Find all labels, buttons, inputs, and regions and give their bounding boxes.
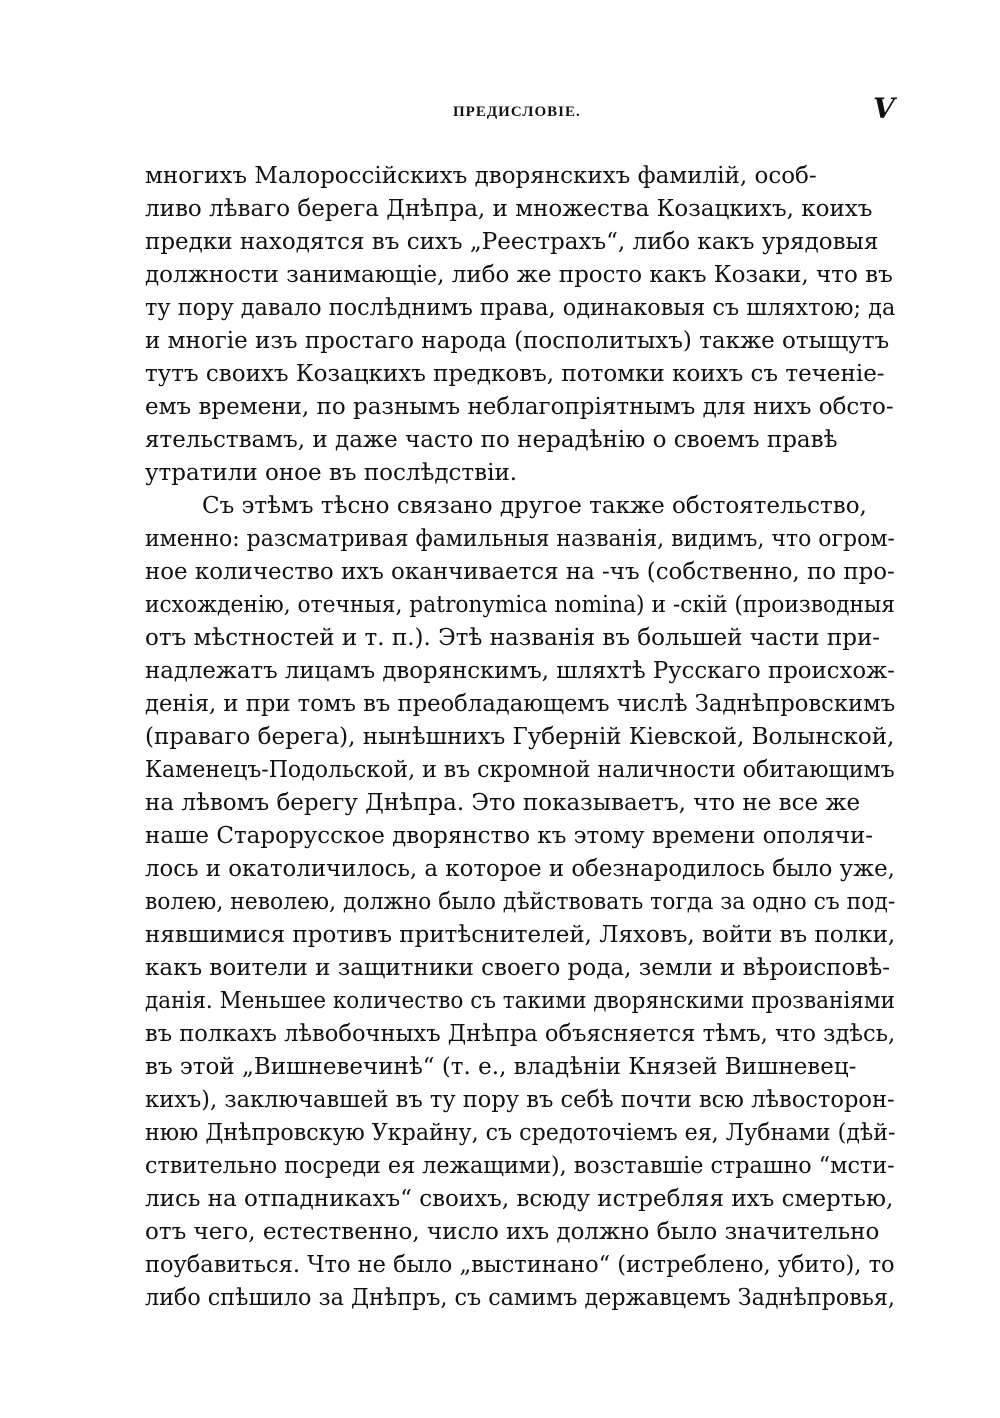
text-line: емъ времени, по разнымъ неблагопріятнымъ для нихъ обсто- (145, 394, 894, 420)
text-line: тутъ своихъ Козацкихъ предковъ, потомки коихъ съ теченіе- (145, 361, 885, 387)
text-line: нявшимися противъ притѣснителей, Ляховъ, войти въ полки, (145, 922, 896, 948)
text-line: утратили оное въ послѣдствіи. (145, 460, 518, 486)
text-line: въ полкахъ лѣвобочныхъ Днѣпра объясняется тѣмъ, что здѣсь, (145, 1021, 896, 1047)
text-line: на лѣвомъ берегу Днѣпра. Это показываетъ, что не все же (145, 790, 861, 816)
text-line: какъ воители и защитники своего рода, земли и вѣроисповѣ- (145, 955, 890, 981)
text-line: либо спѣшило за Днѣпръ, съ самимъ державцемъ Заднѣпровья, (145, 1285, 895, 1311)
text-line: кихъ), заключавшей въ ту пору въ себѣ почти всю лѣвосторон- (145, 1087, 895, 1113)
body-text (145, 160, 895, 1315)
text-line: предки находятся въ сихъ „Реестрахъ“, либо какъ урядовыя (145, 229, 879, 255)
text-line: нюю Днѣпровскую Украйну, съ средоточіемъ ея, Лубнами (дѣй- (145, 1120, 896, 1146)
text-line: ное количество ихъ оканчивается на -чъ (собственно, по про- (145, 559, 895, 585)
text-line: ствительно посреди ея лежащими), возставшіе страшно “мсти- (145, 1153, 895, 1179)
text-line: исхожденію, отечныя, patronymica nomina) и -скій (производныя (145, 592, 896, 618)
page-number: V (873, 92, 895, 125)
running-title: ПРЕДИСЛОВІЕ. (453, 104, 581, 120)
text-line: ятельствамъ, и даже часто по нерадѣнію о своемъ правѣ (145, 427, 838, 453)
text-line: и многіе изъ простаго народа (посполитыхъ) также отыщутъ (145, 328, 890, 354)
text-line: лись на отпадникахъ“ своихъ, всюду истребляя ихъ смертью, (145, 1186, 894, 1212)
text-line: ту пору давало послѣднимъ права, одинаковыя съ шляхтою; да (145, 295, 896, 321)
text-line: отъ чего, естественно, число ихъ должно было значительно (145, 1219, 880, 1245)
text-line: надлежатъ лицамъ дворянскимъ, шляхтѣ Русскаго происхож- (145, 658, 895, 684)
text-line: волею, неволею, должно было дѣйствовать тогда за одно съ под- (145, 889, 896, 915)
text-line: въ этой „Вишневечинѣ“ (т. е., владѣніи Князей Вишневец- (145, 1054, 857, 1080)
text-line: данія. Меньшее количество съ такими дворянскими прозваніями (145, 988, 895, 1014)
text-line: именно: разсматривая фамильныя названія, видимъ, что огром- (145, 526, 895, 552)
text-line: ливо лѣваго берега Днѣпра, и множества Козацкихъ, коихъ (145, 196, 873, 222)
paragraph-first-line: Съ этѣмъ тѣсно связано другое также обстоятельство, (202, 493, 867, 519)
text-line: поубавиться. Что не было „выстинано“ (истреблено, убито), то (145, 1252, 895, 1278)
text-line: Каменецъ-Подольской, и въ скромной наличности обитающимъ (145, 757, 895, 783)
text-line: лось и окатоличилось, а которое и обезнародилось было уже, (145, 856, 895, 882)
text-line: денія, и при томъ въ преобладающемъ числѣ Заднѣпровскимъ (145, 691, 896, 717)
text-line: отъ мѣстностей и т. п.). Этѣ названія въ большей части при- (145, 625, 881, 651)
text-line: (праваго берега), нынѣшнихъ Губерній Кіевской, Волынской, (145, 724, 895, 750)
text-line: должности занимающіе, либо же просто какъ Козаки, что въ (145, 262, 893, 288)
text-line: многихъ Малороссійскихъ дворянскихъ фамилій, особ- (145, 163, 817, 189)
text-line: наше Старорусское дворянство къ этому времени ополячи- (145, 823, 874, 849)
